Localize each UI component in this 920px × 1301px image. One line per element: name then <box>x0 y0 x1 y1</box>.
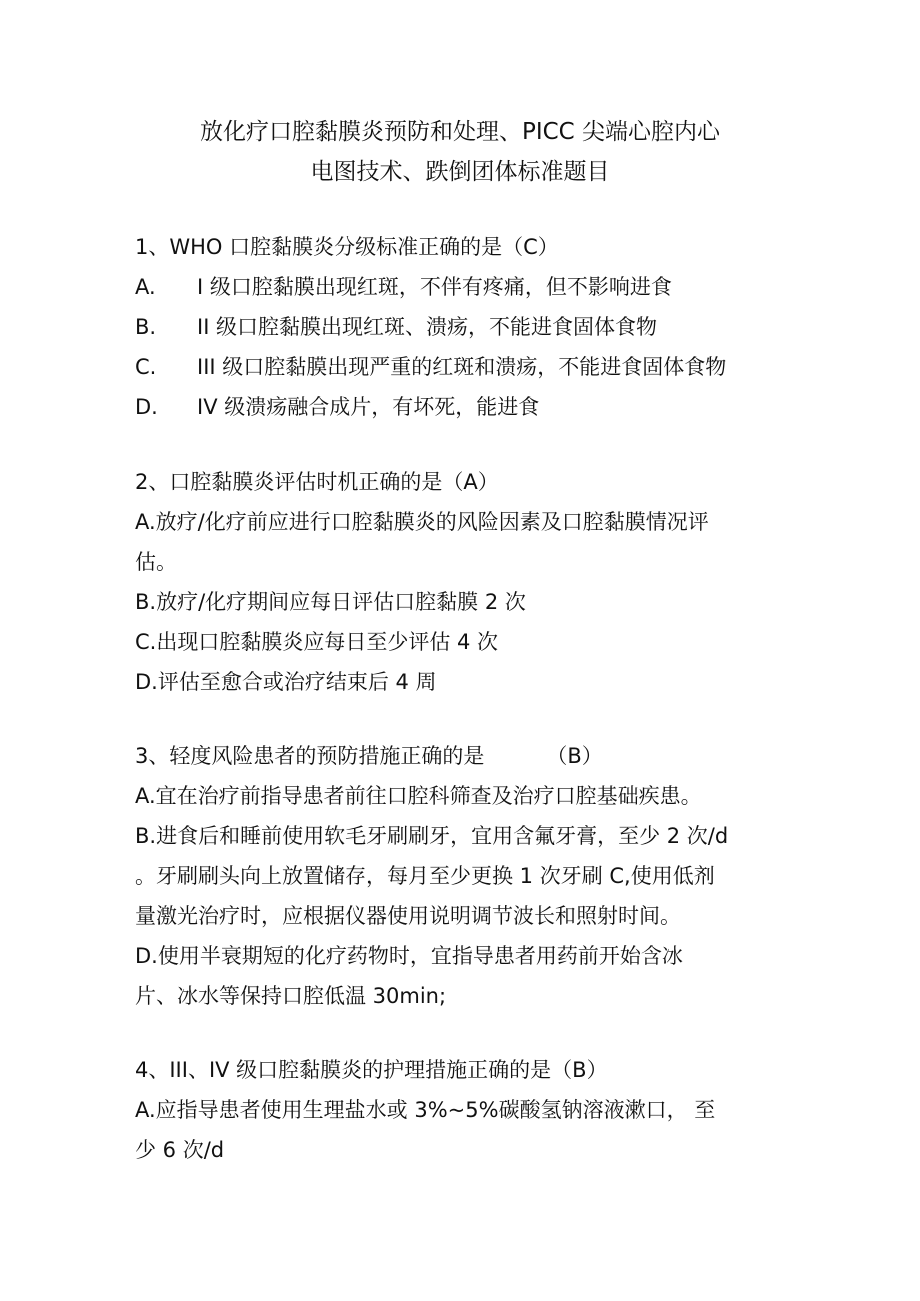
question-2-line: 估。 <box>135 550 177 574</box>
option-letter: A. <box>135 275 156 299</box>
question-3-line: 。牙刷刷头向上放置储存，每月至少更换 1 次牙刷 C,使用低剂 <box>135 864 715 888</box>
question-1-option-a <box>135 273 672 301</box>
question-1-option-d <box>135 393 539 421</box>
question-1-option-b <box>135 313 657 341</box>
question-3-line: A.宜在治疗前指导患者前往口腔科筛查及治疗口腔基础疾患。 <box>135 784 702 808</box>
question-3-line: 片、冰水等保持口腔低温 30min; <box>135 984 447 1008</box>
question-3-line: D.使用半衰期短的化疗药物时，宜指导患者用药前开始含冰 <box>135 944 683 968</box>
question-4-stem: 4、III、IV 级口腔黏膜炎的护理措施正确的是（B） <box>135 1058 608 1082</box>
question-1-option-c <box>135 353 726 381</box>
option-text: II 级口腔黏膜出现红斑、溃疡，不能进食固体食物 <box>197 315 658 339</box>
question-3-stem: 3、轻度风险患者的预防措施正确的是 <box>135 744 485 768</box>
option-text: IV 级溃疡融合成片，有坏死，能进食 <box>197 395 540 419</box>
question-3-stem-row <box>135 742 603 770</box>
question-2-line: C.出现口腔黏膜炎应每日至少评估 4 次 <box>135 630 499 654</box>
question-4-line: A.应指导患者使用生理盐水或 3%~5%碳酸氢钠溶液漱口， 至 <box>135 1098 716 1122</box>
question-3-line: B.进食后和睡前使用软毛牙刷刷牙，宜用含氟牙膏，至少 2 次/d <box>135 824 729 848</box>
question-2-stem: 2、口腔黏膜炎评估时机正确的是（A） <box>135 470 499 494</box>
question-2-line: B.放疗/化疗期间应每日评估口腔黏膜 2 次 <box>135 590 526 614</box>
option-letter: B. <box>135 315 157 339</box>
question-2-line: A.放疗/化疗前应进行口腔黏膜炎的风险因素及口腔黏膜情况评 <box>135 510 709 534</box>
option-text: I 级口腔黏膜出现红斑，不伴有疼痛，但不影响进食 <box>197 275 672 299</box>
question-3-line: 量激光治疗时，应根据仪器使用说明调节波长和照射时间。 <box>135 904 681 928</box>
document-title-line-2: 电图技术、跌倒团体标准题目 <box>310 159 610 185</box>
option-text: III 级口腔黏膜出现严重的红斑和溃疡，不能进食固体食物 <box>197 355 727 379</box>
option-letter: D. <box>135 395 158 419</box>
question-3-answer: （B） <box>546 744 603 768</box>
question-2-line: D.评估至愈合或治疗结束后 4 周 <box>135 670 437 694</box>
question-4-line: 少 6 次/d <box>135 1138 225 1162</box>
option-letter: C. <box>135 355 157 379</box>
document-title-line-1: 放化疗口腔黏膜炎预防和处理、PICC 尖端心腔内心 <box>199 119 721 145</box>
question-1-stem: 1、WHO 口腔黏膜炎分级标准正确的是（C） <box>135 235 559 259</box>
